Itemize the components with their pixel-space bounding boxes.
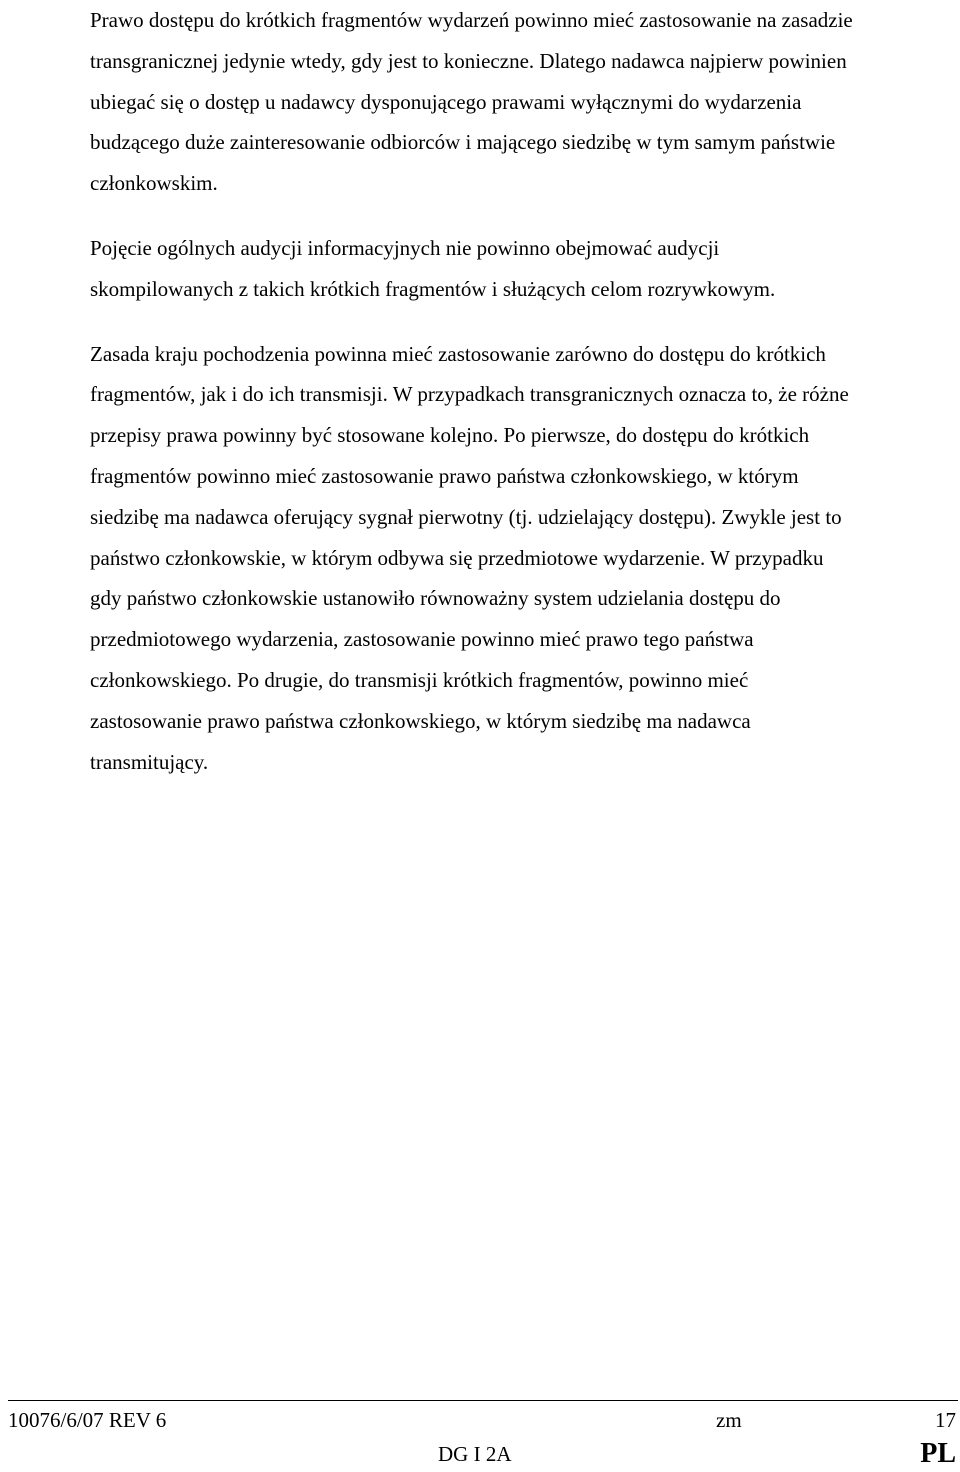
text-line: Prawo dostępu do krótkich fragmentów wydarzeń powinno mieć zastosowanie na zasadzie (90, 8, 853, 32)
paragraph-2 (90, 228, 950, 310)
text-line: siedzibę ma nadawca oferujący sygnał pierwotny (tj. udzielający dostępu). Zwykle jest to (90, 504, 842, 529)
text-line: budzącego duże zainteresowanie odbiorców i mającego siedzibę w tym samym państwie (90, 130, 836, 155)
author-initials: zm (716, 1408, 742, 1432)
footer-divider (8, 1400, 958, 1401)
document-body (90, 0, 950, 782)
text-line: członkowskiego. Po drugie, do transmisji krótkich fragmentów, powinno mieć (90, 667, 749, 692)
footer-top-row (8, 1408, 958, 1438)
text-line: transgranicznej jedynie wtedy, gdy jest to konieczne. Dlatego nadawca najpierw powinien (90, 48, 847, 73)
text-line: członkowskim. (90, 171, 218, 196)
text-line: fragmentów, jak i do ich transmisji. W przypadkach transgranicznych oznacza to, że różne (90, 382, 849, 407)
text-line: fragmentów powinno mieć zastosowanie prawo państwa członkowskiego, w którym (90, 463, 799, 488)
footer-bottom-row (8, 1438, 958, 1472)
text-line: przedmiotowego wydarzenia, zastosowanie powinno mieć prawo tego państwa (90, 627, 754, 652)
text-line: Pojęcie ogólnych audycji informacyjnych nie powinno obejmować audycji (90, 235, 720, 260)
document-reference: 10076/6/07 REV 6 (8, 1408, 167, 1432)
text-line: transmitujący. (90, 749, 209, 774)
text-line: ubiegać się o dostęp u nadawcy dysponującego prawami wyłącznymi do wydarzenia (90, 89, 802, 114)
directorate-code: DG I 2A (438, 1442, 512, 1466)
page-number: 17 (935, 1408, 956, 1432)
text-line: zastosowanie prawo państwa członkowskiego, w którym siedzibę ma nadawca (90, 708, 751, 733)
paragraph-3 (90, 334, 950, 783)
paragraph-1 (90, 0, 950, 204)
language-code: PL (920, 1438, 956, 1469)
text-line: Zasada kraju pochodzenia powinna mieć zastosowanie zarówno do dostępu do krótkich (90, 341, 826, 366)
text-line: gdy państwo członkowskie ustanowiło równoważny system udzielania dostępu do (90, 586, 781, 611)
text-line: państwo członkowskie, w którym odbywa się przedmiotowe wydarzenie. W przypadku (90, 545, 824, 570)
text-line: skompilowanych z takich krótkich fragmentów i służących celom rozrywkowym. (90, 276, 776, 301)
text-line: przepisy prawa powinny być stosowane kolejno. Po pierwsze, do dostępu do krótkich (90, 423, 810, 448)
